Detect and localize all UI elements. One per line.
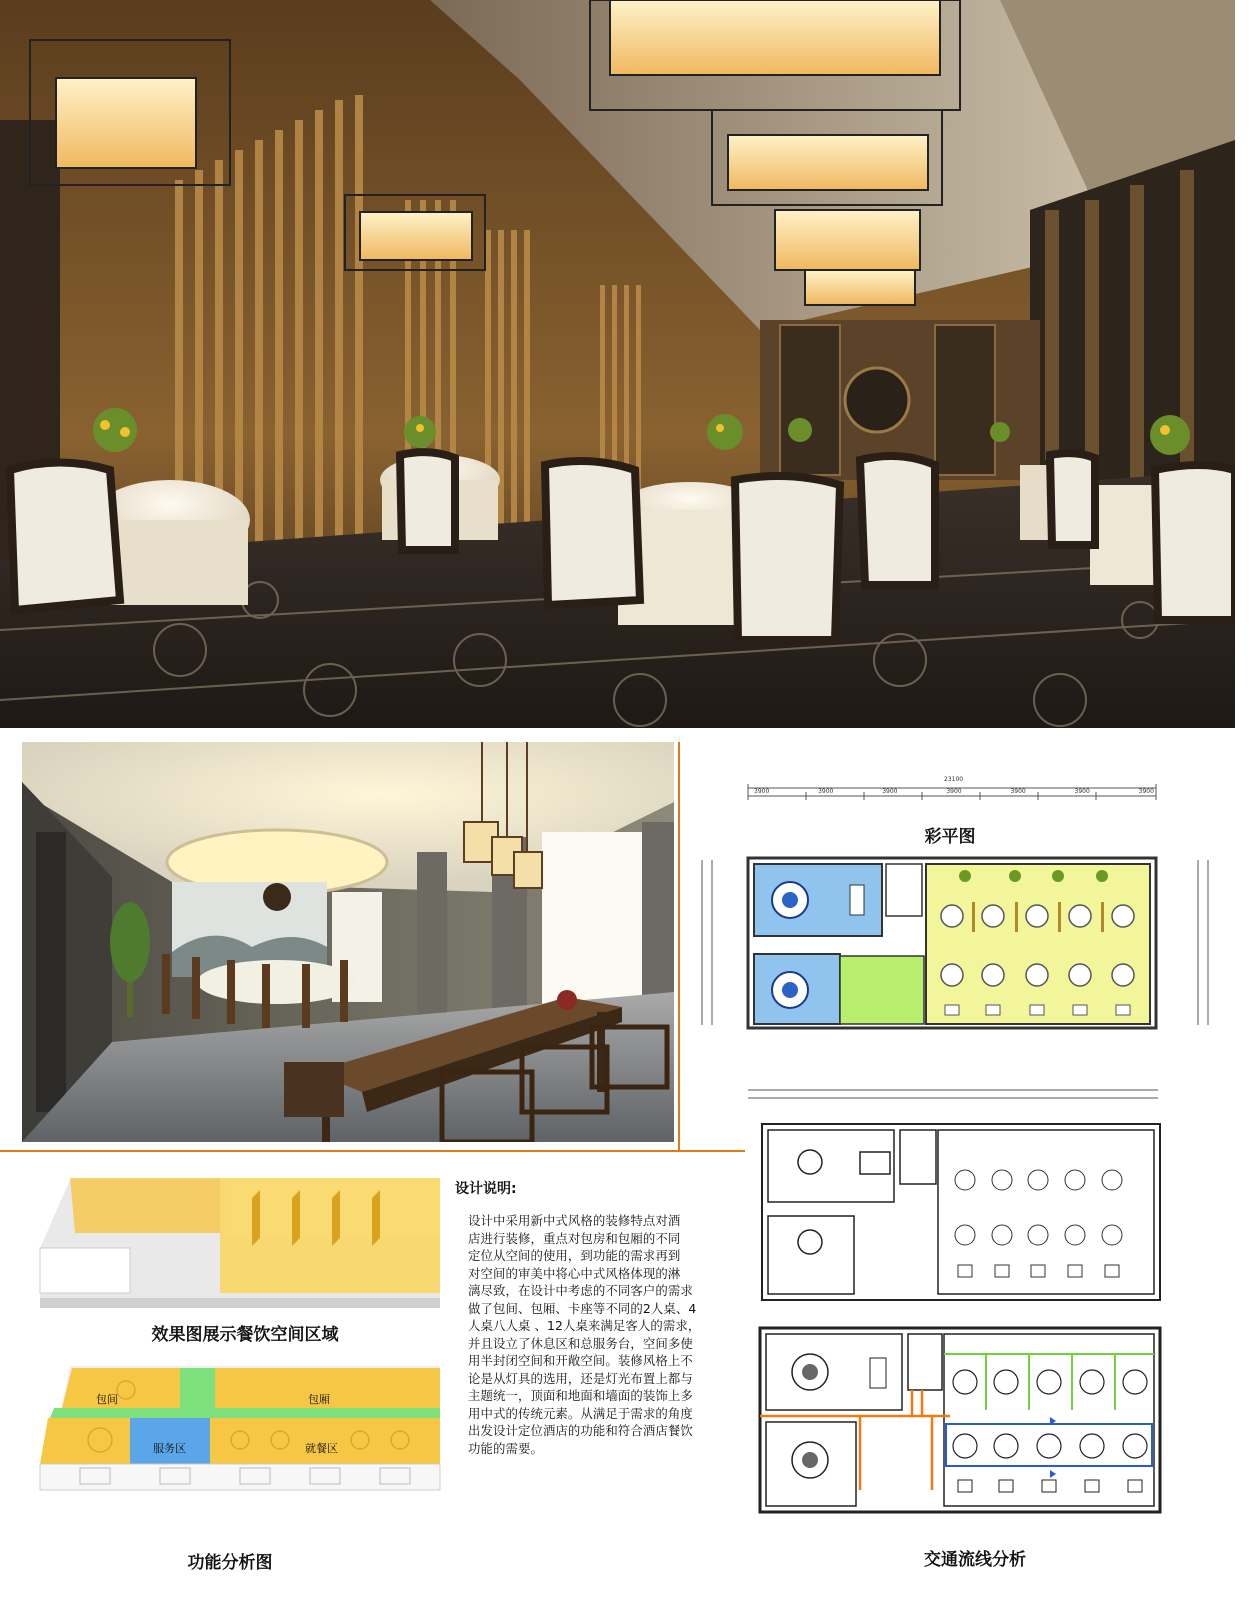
- zone-label-box-room: 包厢: [308, 1393, 330, 1406]
- design-note-line: 并且设立了休息区和总服务台，空间多使: [468, 1335, 693, 1351]
- dim-seg-3: 3900: [882, 788, 898, 795]
- plan-total-dimension: 23100: [944, 776, 964, 783]
- design-note-line: 设计中采用新中式风格的装修特点对酒: [468, 1213, 681, 1228]
- render-zones-caption: 效果图展示餐饮空间区域: [151, 1325, 339, 1345]
- design-note-body: [468, 1212, 738, 1457]
- design-note-line: 用半封闭空间和开敞空间。装修风格上不: [468, 1353, 693, 1368]
- color-plan-caption: 彩平图: [924, 827, 976, 847]
- dim-seg-5: 3900: [1010, 788, 1026, 795]
- zone-label-service-area: 服务区: [153, 1442, 186, 1455]
- dim-seg-2: 3900: [818, 788, 834, 795]
- dim-seg-1: 3900: [754, 788, 770, 795]
- zone-label-private-room: 包间: [96, 1393, 118, 1406]
- color-floor-plan: [690, 770, 1250, 1040]
- design-note-line: 出发设计定位酒店的功能和符合酒店餐饮: [468, 1423, 693, 1438]
- design-note-line: 用中式的传统元素。从满足于需求的角度: [468, 1405, 693, 1421]
- divider-horizontal: [0, 1150, 745, 1152]
- design-note-line: 主题统一，顶面和地面和墙面的装饰上多: [468, 1388, 693, 1403]
- dim-seg-4: 3900: [946, 788, 962, 795]
- line-floor-plan: [740, 1080, 1180, 1310]
- design-note-title: 设计说明:: [455, 1181, 517, 1197]
- design-note-line: 漓尽致，在设计中考虑的不同客户的需求: [468, 1283, 693, 1298]
- design-note-line: 人桌八人桌 、12人桌来满足客人的需求，: [468, 1318, 701, 1333]
- private-room-render: [22, 742, 674, 1142]
- function-analysis-diagram: [30, 1360, 450, 1500]
- design-note-line: 定位从空间的使用，到功能的需求再到: [468, 1248, 681, 1263]
- design-note-line: 店进行装修，重点对包房和包厢的不同: [468, 1230, 681, 1246]
- design-note-line: 功能的需要。: [468, 1440, 543, 1456]
- design-note-line: 对空间的审美中将心中式风格体现的淋: [468, 1265, 681, 1281]
- zone-axonometric-render: [30, 1168, 450, 1313]
- function-analysis-caption: 功能分析图: [187, 1553, 273, 1573]
- dim-seg-7: 3900: [1138, 788, 1154, 795]
- traffic-analysis-caption: 交通流线分析: [924, 1550, 1026, 1570]
- plan-segment-dimensions: [754, 788, 1154, 795]
- zone-label-dining-area: 就餐区: [305, 1442, 338, 1455]
- design-note-line: 论是从灯具的选用，还是灯光布置上都与: [468, 1370, 693, 1386]
- divider-vertical: [678, 742, 680, 1152]
- traffic-flow-plan: [740, 1320, 1180, 1520]
- dim-seg-6: 3900: [1074, 788, 1090, 795]
- design-note-line: 做了包间、包厢、卡座等不同的2人桌、4: [468, 1300, 697, 1316]
- dining-hall-render: [0, 0, 1235, 728]
